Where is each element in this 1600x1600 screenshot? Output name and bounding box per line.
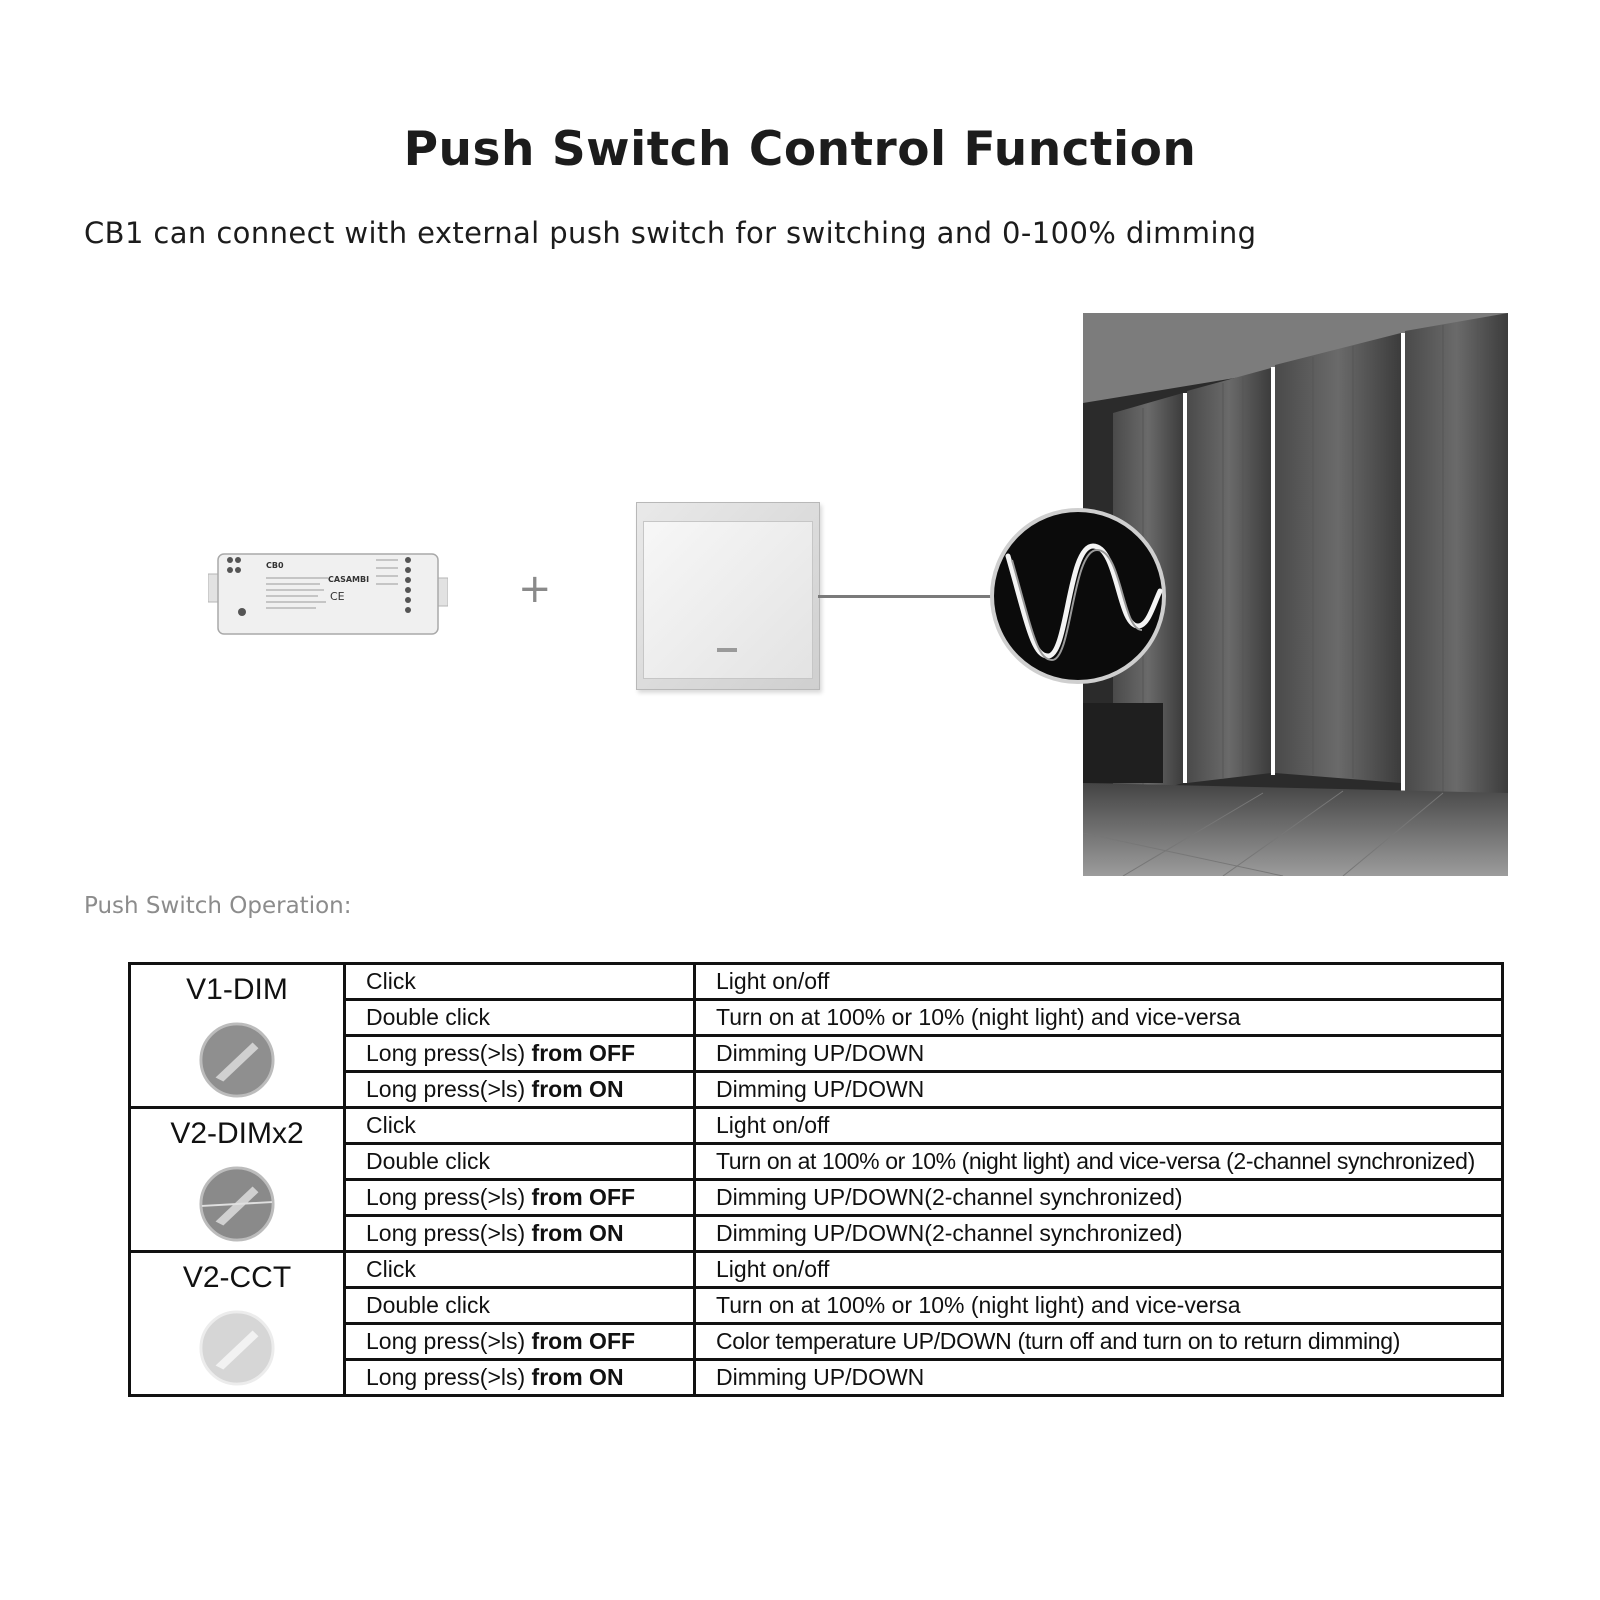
- action-cell: Double click: [345, 1144, 695, 1180]
- action-cell: Long press(>ls) from ON: [345, 1360, 695, 1396]
- page-subtitle: CB1 can connect with external push switch for switching and 0-100% dimming: [84, 216, 1257, 250]
- action-cell: Long press(>ls) from ON: [345, 1216, 695, 1252]
- table-row: [130, 1108, 1503, 1144]
- push-switch-gray-icon: [198, 1165, 276, 1243]
- table-row: [130, 1252, 1503, 1288]
- action-cell: Long press(>ls) from OFF: [345, 1180, 695, 1216]
- push-switch-gray-icon: [198, 1021, 276, 1099]
- operation-section-label: Push Switch Operation:: [84, 893, 352, 919]
- action-cell: Click: [345, 1252, 695, 1288]
- result-cell: Dimming UP/DOWN(2-channel synchronized): [695, 1216, 1503, 1252]
- result-cell: Dimming UP/DOWN: [695, 1036, 1503, 1072]
- action-cell: Click: [345, 964, 695, 1000]
- page-title: Push Switch Control Function: [403, 122, 1197, 177]
- mode-name: V1-DIM: [186, 973, 288, 1006]
- result-cell: Turn on at 100% or 10% (night light) and vice-versa: [695, 1000, 1503, 1036]
- mode-cell: [130, 964, 345, 1108]
- push-switch-image: [636, 502, 820, 690]
- mode-name: V2-CCT: [182, 1261, 292, 1294]
- switch-indicator: [717, 648, 737, 652]
- mode-cell: [130, 1108, 345, 1252]
- result-cell: Turn on at 100% or 10% (night light) and vice-versa (2-channel synchronized): [695, 1144, 1503, 1180]
- controller-brand: CASAMBI: [328, 575, 370, 584]
- operation-table: [128, 962, 1504, 1397]
- mode-name: V2-DIMx2: [170, 1117, 304, 1150]
- result-cell: Turn on at 100% or 10% (night light) and vice-versa: [695, 1288, 1503, 1324]
- action-cell: Click: [345, 1108, 695, 1144]
- action-cell: Long press(>ls) from OFF: [345, 1324, 695, 1360]
- result-cell: Color temperature UP/DOWN (turn off and turn on to return dimming): [695, 1324, 1503, 1360]
- connector-line: [818, 595, 993, 598]
- result-cell: Light on/off: [695, 964, 1503, 1000]
- action-cell: Long press(>ls) from OFF: [345, 1036, 695, 1072]
- mode-cell: [130, 1252, 345, 1396]
- action-cell: Double click: [345, 1000, 695, 1036]
- result-cell: Light on/off: [695, 1252, 1503, 1288]
- svg-text:CE: CE: [330, 590, 345, 603]
- action-cell: Long press(>ls) from ON: [345, 1072, 695, 1108]
- result-cell: Dimming UP/DOWN: [695, 1360, 1503, 1396]
- plus-sign: +: [518, 566, 552, 612]
- result-cell: Dimming UP/DOWN(2-channel synchronized): [695, 1180, 1503, 1216]
- controller-module-image: [208, 548, 448, 640]
- led-strip-zoom-lens: [988, 506, 1168, 686]
- action-cell: Double click: [345, 1288, 695, 1324]
- switch-rocker: [643, 521, 813, 679]
- push-switch-light-icon: [198, 1309, 276, 1387]
- result-cell: Light on/off: [695, 1108, 1503, 1144]
- table-row: [130, 964, 1503, 1000]
- controller-label: CB0: [266, 561, 284, 570]
- result-cell: Dimming UP/DOWN: [695, 1072, 1503, 1108]
